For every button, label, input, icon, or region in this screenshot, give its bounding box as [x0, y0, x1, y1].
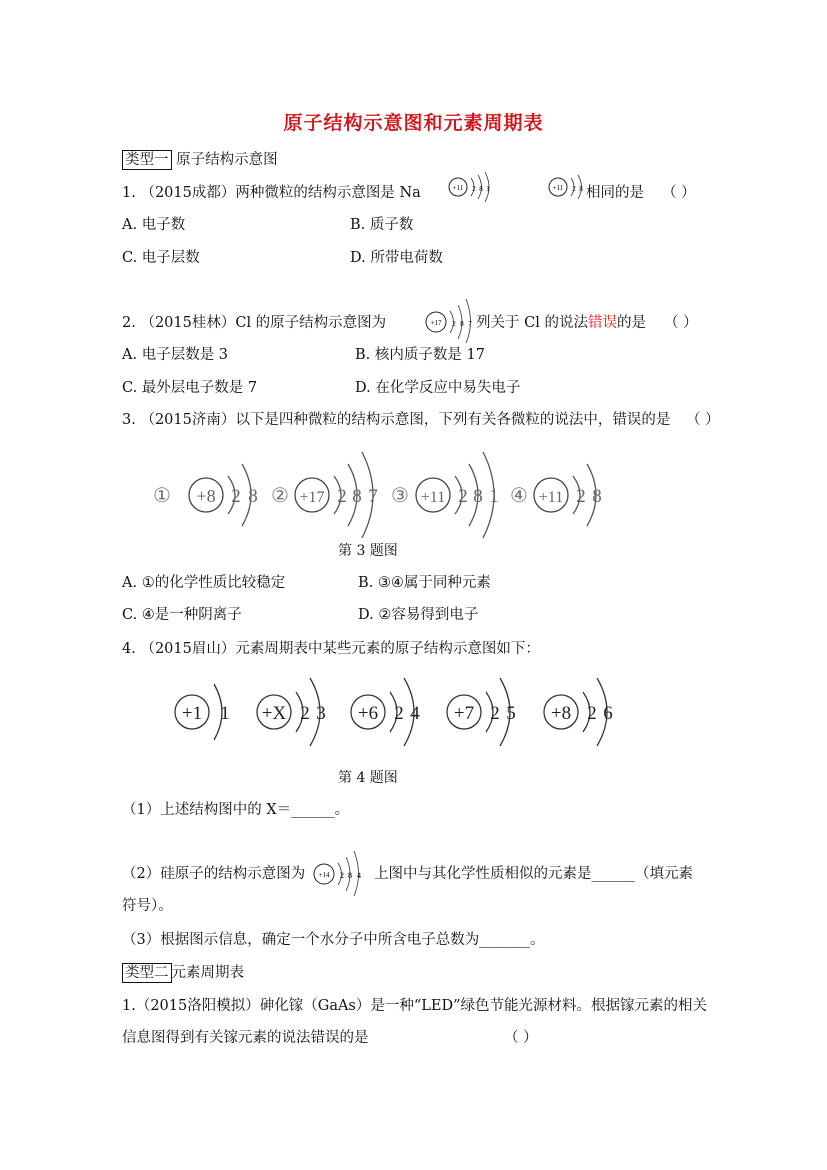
q4-sub2-b: 上图中与其化学性质相似的元素是______（填元素 — [374, 866, 693, 882]
section-label: 原子结构示意图 — [176, 152, 278, 168]
svg-text:+11: +11 — [420, 489, 446, 506]
section-heading-1 — [122, 150, 278, 170]
q5-stem-line1: 1.（2015洛阳模拟）砷化镓（GaAs）是一种“LED”绿色节能光源材料。根据镓元素的相关 — [122, 998, 708, 1014]
q3-diagram-1 — [153, 464, 258, 526]
q4-stem: 4. （2015眉山）元素周期表中某些元素的原子结构示意图如下： — [122, 641, 540, 657]
q4-diagram-1 — [175, 684, 230, 740]
svg-text:8: 8 — [473, 486, 483, 507]
svg-text:①: ① — [153, 485, 171, 507]
q1-stem-b: 相同的是 — [586, 185, 644, 201]
q3-answer-paren: （ ） — [686, 412, 720, 428]
q5-stem-line2: 信息图得到有关镓元素的说法错误的是 — [122, 1030, 369, 1046]
svg-text:8: 8 — [248, 486, 258, 507]
section-label: 元素周期表 — [171, 965, 244, 981]
q4-sub1: （1）上述结构图中的 X＝______。 — [122, 802, 350, 818]
q2-option-c: C. 最外层电子数是 7 — [122, 380, 258, 396]
q1-diagram-na-ion — [540, 172, 592, 214]
q2-diagram-cl-atom — [422, 295, 482, 343]
q4-sub2-a: （2）硅原子的结构示意图为 — [122, 866, 306, 882]
svg-text:2: 2 — [587, 703, 597, 724]
q3-diagram-4 — [510, 464, 602, 526]
q1-diagram-na-atom — [444, 172, 506, 214]
q1-answer-paren: （ ） — [662, 185, 696, 201]
q2-stem-b: 列关于 Cl 的说法错误的是 — [476, 315, 646, 331]
svg-text:2: 2 — [300, 703, 310, 724]
q1-stem-a: 1. （2015成都）两种微粒的结构示意图是 Na — [122, 185, 421, 201]
svg-text:3: 3 — [316, 703, 326, 724]
q3-option-b: B. ③④属于同种元素 — [358, 575, 491, 591]
nucleus-label: +11 — [452, 184, 464, 192]
q1-option-c: C. 电子层数 — [122, 250, 200, 266]
page-title: 原子结构示意图和元素周期表 — [283, 112, 544, 134]
section-heading-2 — [122, 963, 244, 983]
svg-text:8: 8 — [348, 871, 352, 880]
svg-text:+11: +11 — [538, 489, 564, 506]
svg-text:+11: +11 — [552, 184, 564, 192]
svg-text:+8: +8 — [196, 486, 216, 506]
q1-option-b: B. 质子数 — [350, 217, 414, 233]
svg-text:6: 6 — [603, 703, 613, 724]
svg-text:2: 2 — [452, 320, 456, 328]
svg-text:8: 8 — [592, 486, 602, 507]
svg-text:+17: +17 — [299, 489, 325, 506]
svg-text:+17: +17 — [430, 319, 442, 327]
q2-option-d: D. 在化学反应中易失电子 — [355, 380, 521, 396]
svg-text:8: 8 — [479, 185, 483, 193]
q3-option-d: D. ②容易得到电子 — [358, 607, 479, 623]
q4-diagram-5 — [544, 678, 613, 746]
q2-option-b: B. 核内质子数是 17 — [355, 347, 485, 363]
svg-text:②: ② — [271, 485, 289, 507]
svg-text:7: 7 — [468, 320, 472, 328]
q4-figure-caption: 第 4 题图 — [338, 770, 398, 786]
section-tag: 类型二 — [122, 963, 172, 983]
svg-text:1: 1 — [220, 703, 230, 724]
svg-text:2: 2 — [472, 185, 476, 193]
svg-text:④: ④ — [510, 485, 528, 507]
svg-text:+1: +1 — [181, 703, 203, 724]
svg-text:8: 8 — [579, 185, 583, 193]
section-tag: 类型一 — [122, 150, 172, 170]
q4-structure-diagrams — [170, 670, 620, 760]
q2-option-a: A. 电子层数是 3 — [122, 347, 229, 363]
svg-text:2: 2 — [576, 486, 586, 507]
q1-option-d: D. 所带电荷数 — [350, 250, 443, 266]
q2-stem-a: 2. （2015桂林）Cl 的原子结构示意图为 — [122, 315, 387, 331]
svg-text:2: 2 — [458, 486, 468, 507]
svg-text:1: 1 — [486, 185, 490, 193]
svg-text:+14: +14 — [318, 871, 330, 879]
svg-text:2: 2 — [394, 703, 404, 724]
svg-text:2: 2 — [231, 486, 241, 507]
svg-text:5: 5 — [506, 703, 516, 724]
q2-emphasis-wrong: 错误 — [587, 315, 617, 331]
q2-answer-paren: （ ） — [664, 315, 698, 331]
svg-text:+X: +X — [261, 703, 287, 724]
q4-sub3: （3）根据图示信息，确定一个水分子中所含电子总数为_______。 — [122, 932, 545, 948]
svg-text:+8: +8 — [550, 703, 572, 724]
svg-text:8: 8 — [460, 320, 464, 328]
svg-text:③: ③ — [391, 485, 409, 507]
svg-text:8: 8 — [352, 486, 362, 507]
q4-diagram-3 — [351, 678, 420, 746]
svg-text:4: 4 — [357, 871, 361, 880]
q4-sub2-c: 符号）。 — [122, 898, 173, 914]
q3-stem: 3. （2015济南）以下是四种微粒的结构示意图，下列有关各微粒的说法中，错误的是 — [122, 412, 671, 428]
q4-diagram-2 — [257, 678, 326, 746]
svg-text:+6: +6 — [357, 703, 379, 724]
svg-text:2: 2 — [572, 185, 576, 193]
q3-diagram-2 — [271, 452, 378, 538]
q3-option-c: C. ④是一种阴离子 — [122, 607, 242, 623]
q5-answer-paren: （ ） — [504, 1030, 538, 1046]
svg-text:1: 1 — [489, 486, 499, 507]
q4-diagram-4 — [447, 678, 516, 746]
svg-text:+7: +7 — [453, 703, 475, 724]
svg-text:2: 2 — [337, 486, 347, 507]
svg-text:4: 4 — [410, 703, 420, 724]
q3-figure-caption: 第 3 题图 — [338, 543, 398, 559]
q3-structure-diagrams — [150, 448, 620, 538]
q3-diagram-3 — [391, 452, 499, 538]
svg-text:7: 7 — [368, 486, 378, 507]
svg-text:2: 2 — [340, 871, 344, 880]
q3-option-a: A. ①的化学性质比较稳定 — [122, 575, 286, 591]
svg-text:2: 2 — [490, 703, 500, 724]
q4-si-atom-diagram — [308, 850, 374, 896]
q1-option-a: A. 电子数 — [122, 217, 186, 233]
